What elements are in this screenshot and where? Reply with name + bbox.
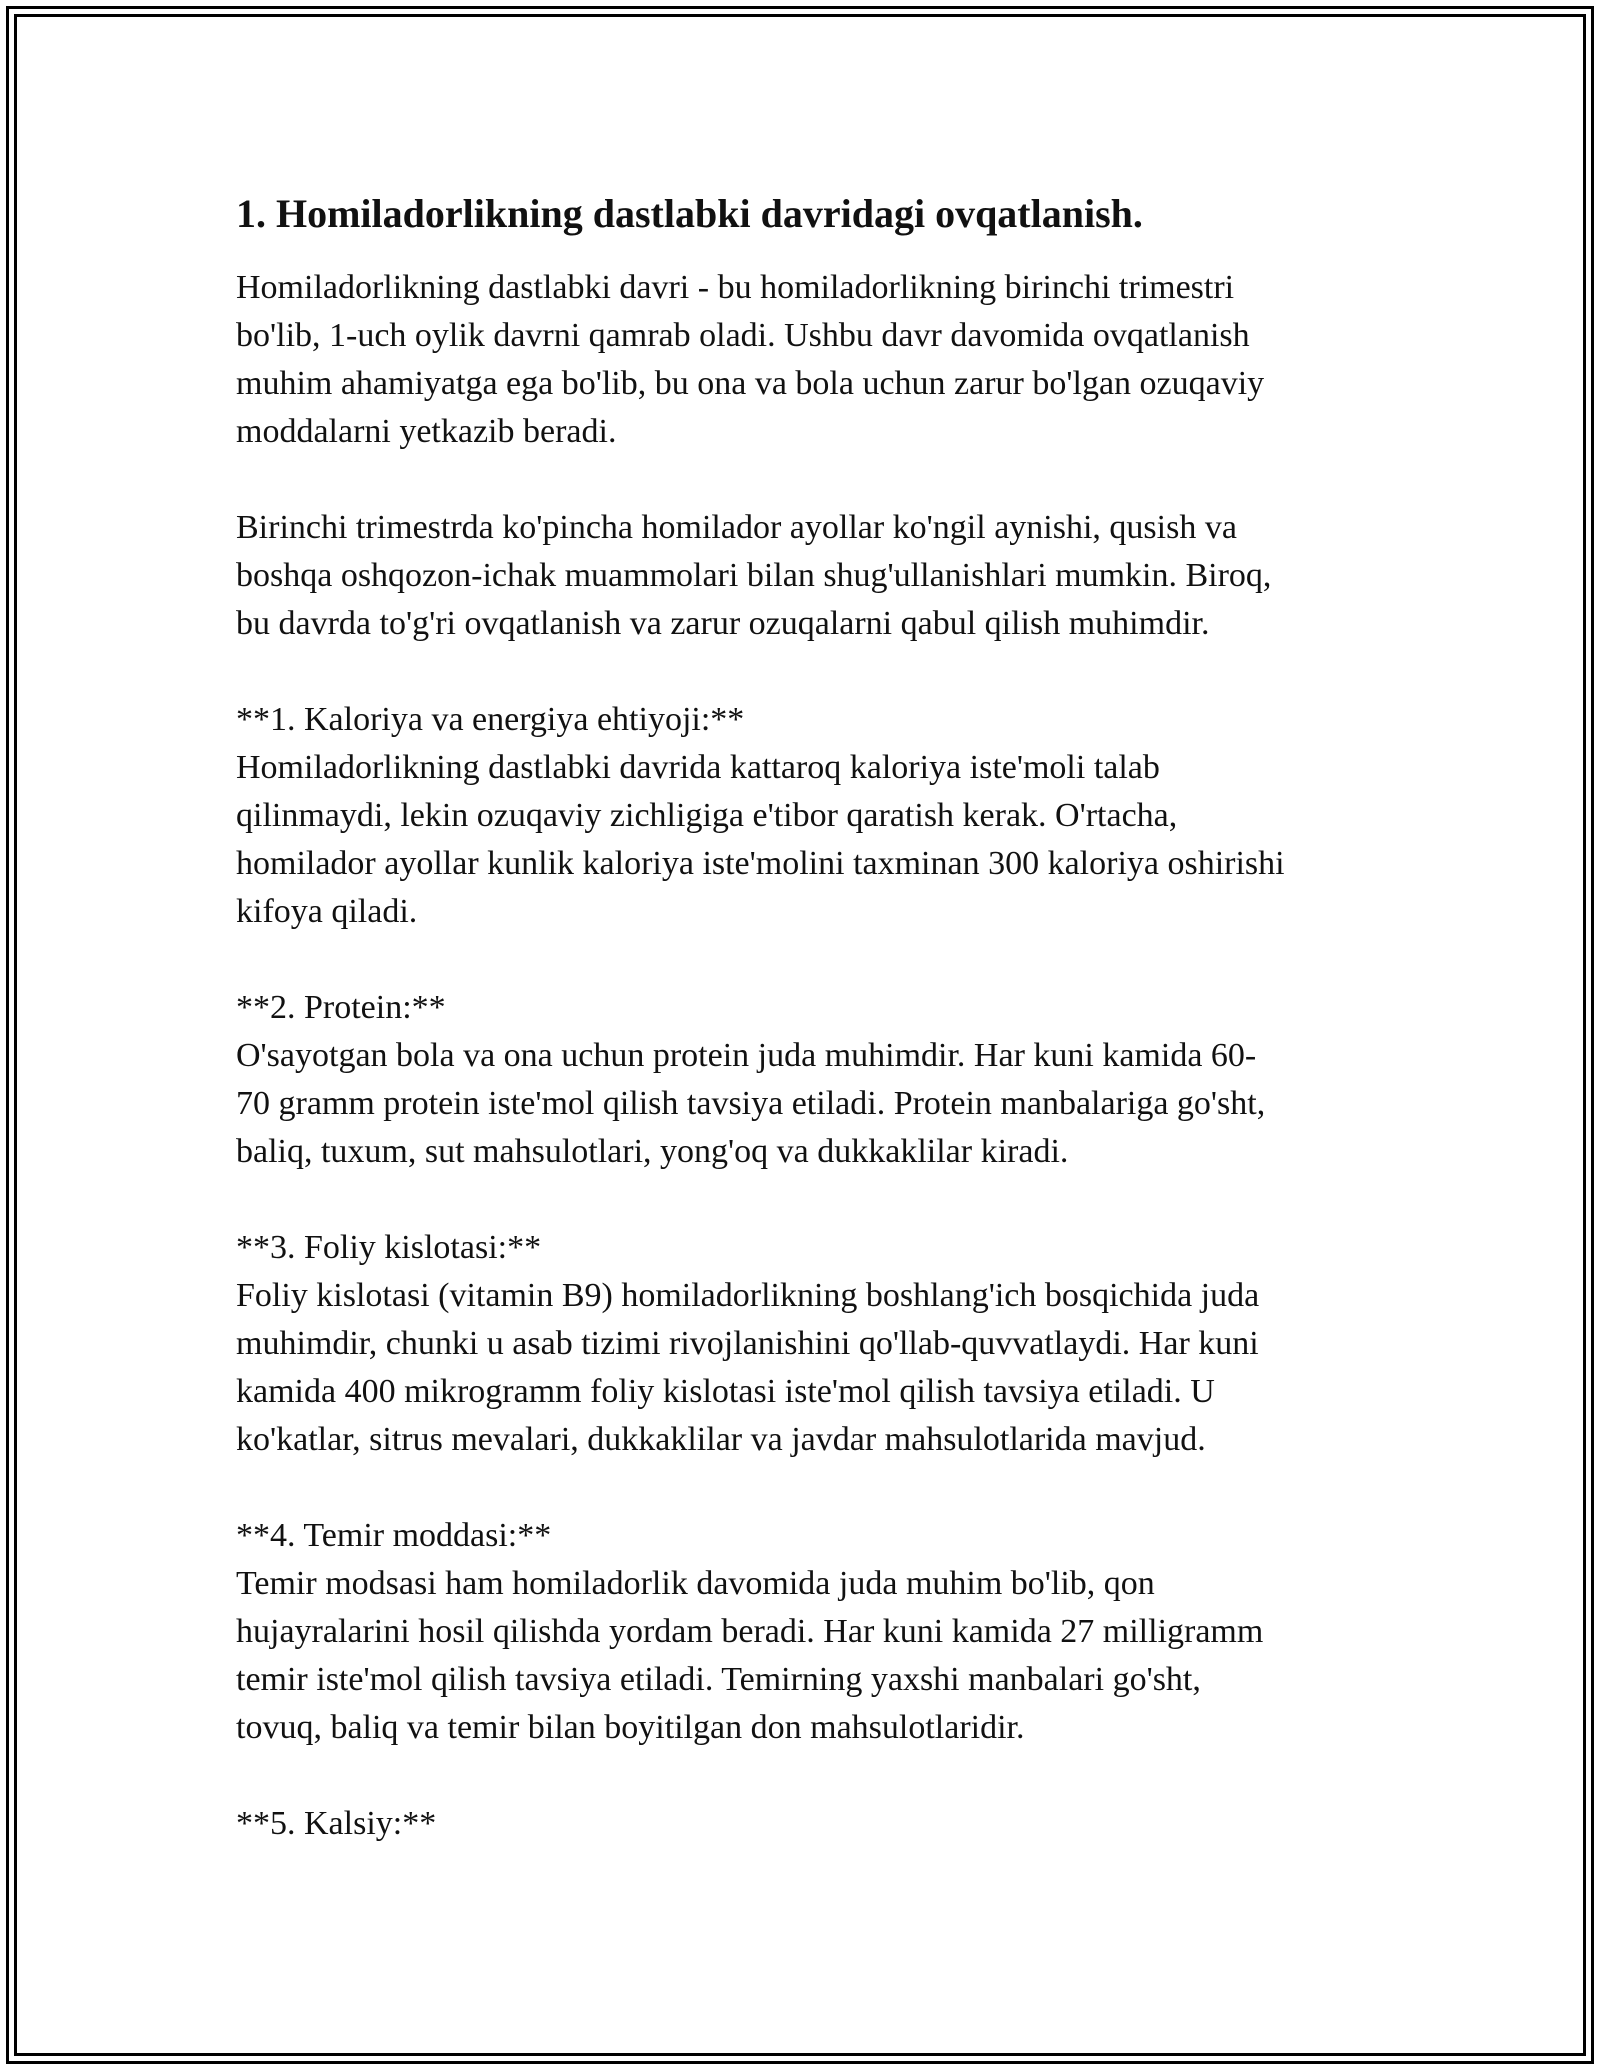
paragraph-intro: Homiladorlikning dastlabki davri - bu homiladorlikning birinchi trimestri bo'lib, 1-uch oylik davrni qamrab oladi. Ushbu davr davomida ovqatlanish muhim ahamiyatga ega bo'lib, bu ona va bola uchun zarur bo'lgan ozuqaviy moddalarni yetkazib beradi.: [236, 269, 1265, 450]
paragraph-first-trimester: Birinchi trimestrda ko'pincha homilador ayollar ko'ngil aynishi, qusish va boshqa oshqozon-ichak muammolari bilan shug'ullanishlari mumkin. Biroq, bu davrda to'g'ri ovqatlanish va zarur ozuqalarni qabul qilish muhimdir.: [236, 509, 1272, 642]
paragraph-calcium: **5. Kalsiy:**: [236, 1805, 437, 1842]
paragraph-calories: **1. Kaloriya va energiya ehtiyoji:** Homiladorlikning dastlabki davrida kattaroq kaloriya iste'moli talab qilinmaydi, lekin ozuqaviy zichligiga e'tibor qaratish kerak. O'rtacha, homilador ayollar kunlik kaloriya iste'molini taxminan 300 kaloriya oshirishi kifoya qiladi.: [236, 701, 1285, 930]
document-body: [236, 186, 1376, 1848]
document-heading: 1. Homiladorlikning dastlabki davridagi ovqatlanish.: [236, 191, 1143, 236]
paragraph-iron: **4. Temir moddasi:** Temir modsasi ham homiladorlik davomida juda muhim bo'lib, qon hujayralarini hosil qilishda yordam beradi. Har kuni kamida 27 milligramm temir iste'mol qilish tavsiya etiladi. Temirning yaxshi manbalari go'sht, tovuq, baliq va temir bilan boyitilgan don mahsulotlaridir.: [236, 1517, 1264, 1746]
paragraph-protein: **2. Protein:** O'sayotgan bola va ona uchun protein juda muhimdir. Har kuni kamida 60- 70 gramm protein iste'mol qilish tavsiya etiladi. Protein manbalariga go'sht, baliq, tuxum, sut mahsulotlari, yong'oq va dukkaklilar kiradi.: [236, 989, 1266, 1170]
paragraph-folic-acid: **3. Foliy kislotasi:** Foliy kislotasi (vitamin B9) homiladorlikning boshlang'ich bosqichida juda muhimdir, chunki u asab tizimi rivojlanishini qo'llab-quvvatlaydi. Har kuni kamida 400 mikrogramm foliy kislotasi iste'mol qilish tavsiya etiladi. U ko'katlar, sitrus mevalari, dukkaklilar va javdar mahsulotlarida mavjud.: [236, 1229, 1260, 1458]
